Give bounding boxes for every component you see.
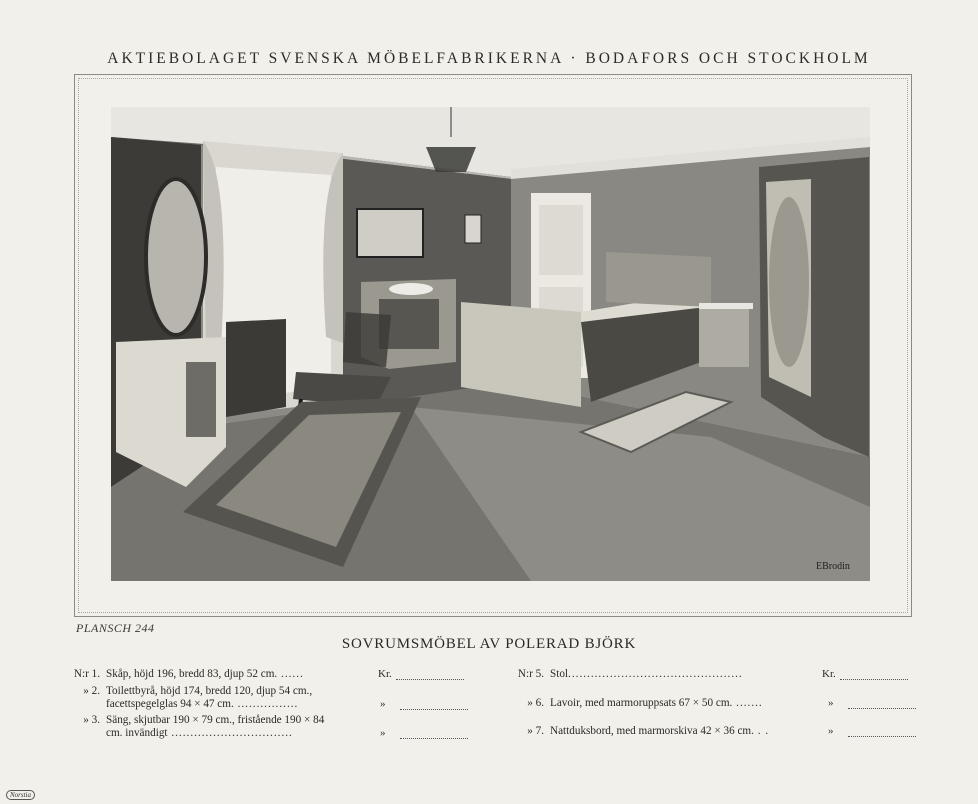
item-leader: .............................................. xyxy=(568,668,743,680)
item-5 xyxy=(500,668,743,681)
item-num: N:r 5. xyxy=(517,668,544,680)
price-field xyxy=(822,668,908,680)
price-blank xyxy=(848,726,916,737)
price-field xyxy=(380,727,468,739)
artist-signature: EBrodin xyxy=(816,561,850,572)
price-blank xyxy=(396,669,464,680)
item-num: » 2. xyxy=(83,685,100,697)
item-num: N:r 1. xyxy=(73,668,100,680)
price-label: » xyxy=(828,725,834,737)
price-label: Kr. xyxy=(378,668,392,680)
item-text: Toilettbyrå, höjd 174, bredd 120, djup 54 cm., xyxy=(106,685,313,697)
price-blank xyxy=(848,698,916,709)
item-1 xyxy=(56,668,304,681)
item-leader: . . xyxy=(753,725,770,737)
item-text: Lavoir, med marmoruppsats 67 × 50 cm. xyxy=(550,697,733,709)
price-blank xyxy=(400,728,468,739)
price-label: Kr. xyxy=(822,668,836,680)
price-blank xyxy=(400,699,468,710)
company-header: AKTIEBOLAGET SVENSKA MÖBELFABRIKERNA · BODAFORS OCH STOCKHOLM xyxy=(107,50,871,67)
catalog-title: SOVRUMSMÖBEL AV POLERAD BJÖRK xyxy=(341,636,637,652)
item-leader: ................ xyxy=(233,698,299,710)
price-blank xyxy=(840,669,908,680)
item-num: » 7. xyxy=(527,725,544,737)
item-3 xyxy=(56,714,324,740)
printer-stamp: Norstia xyxy=(6,790,35,800)
item-continuation: cm. invändigt xyxy=(106,727,168,739)
price-field xyxy=(828,697,916,709)
item-leader: ...... xyxy=(277,668,304,680)
item-7 xyxy=(500,725,769,738)
price-field xyxy=(378,668,464,680)
item-continuation: facettspegelglas 94 × 47 cm. xyxy=(106,698,234,710)
item-text: Nattduksbord, med marmorskiva 42 × 36 cm. xyxy=(550,725,754,737)
price-field xyxy=(380,698,468,710)
item-num: » 6. xyxy=(527,697,544,709)
item-6 xyxy=(500,697,763,710)
item-text: Skåp, höjd 196, bredd 83, djup 52 cm. xyxy=(106,668,278,680)
item-leader: ................................ xyxy=(167,727,293,739)
price-label: » xyxy=(380,698,386,710)
item-leader: ....... xyxy=(732,697,763,709)
item-text: Säng, skjutbar 190 × 79 cm., fristående 190 × 84 xyxy=(106,714,325,726)
item-2 xyxy=(56,685,312,711)
bedroom-illustration xyxy=(111,107,870,581)
price-label: » xyxy=(828,697,834,709)
item-num: » 3. xyxy=(83,714,100,726)
price-label: » xyxy=(380,727,386,739)
item-text: Stol xyxy=(550,668,569,680)
plate-number: PLANSCH 244 xyxy=(76,621,155,635)
price-field xyxy=(828,725,916,737)
